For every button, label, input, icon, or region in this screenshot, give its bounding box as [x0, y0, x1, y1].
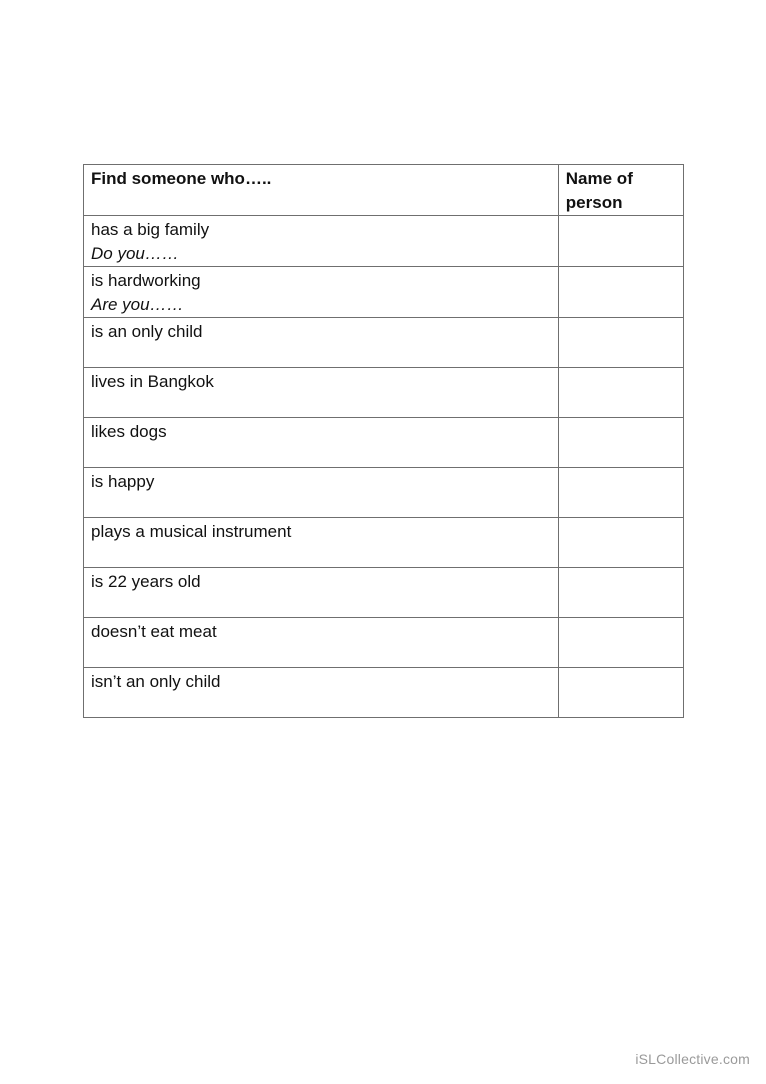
prompt-cell — [84, 668, 559, 718]
prompt-text: has a big family — [91, 220, 210, 239]
name-cell[interactable] — [558, 668, 683, 718]
prompt-text: isn’t an only child — [91, 672, 221, 691]
prompt-text: likes dogs — [91, 422, 167, 441]
name-cell[interactable] — [558, 267, 683, 318]
name-cell[interactable] — [558, 216, 683, 267]
prompt-text: is happy — [91, 472, 155, 491]
hint-text: Are you…… — [91, 295, 184, 314]
name-cell[interactable] — [558, 318, 683, 368]
prompt-cell — [84, 568, 559, 618]
table-row — [84, 668, 684, 718]
hint-text: Do you…… — [91, 244, 179, 263]
table-row — [84, 468, 684, 518]
find-someone-who-table — [83, 164, 684, 718]
table-row — [84, 418, 684, 468]
prompt-cell — [84, 468, 559, 518]
name-cell[interactable] — [558, 618, 683, 668]
prompt-cell — [84, 518, 559, 568]
header-name-of-person: Name of person — [558, 165, 683, 216]
prompt-cell — [84, 216, 559, 267]
prompt-cell — [84, 368, 559, 418]
table-row — [84, 267, 684, 318]
prompt-cell — [84, 267, 559, 318]
prompt-cell — [84, 418, 559, 468]
prompt-text: doesn’t eat meat — [91, 622, 217, 641]
prompt-text: is 22 years old — [91, 572, 201, 591]
table-row — [84, 568, 684, 618]
prompt-cell — [84, 318, 559, 368]
prompt-cell — [84, 618, 559, 668]
table-header-row — [84, 165, 684, 216]
table-row — [84, 318, 684, 368]
prompt-text: is hardworking — [91, 271, 201, 290]
site-watermark: iSLCollective.com — [635, 1051, 750, 1067]
prompt-text: is an only child — [91, 322, 203, 341]
name-cell[interactable] — [558, 418, 683, 468]
table-row — [84, 368, 684, 418]
table-row — [84, 518, 684, 568]
table-row — [84, 618, 684, 668]
prompt-text: plays a musical instrument — [91, 522, 292, 541]
prompt-text: lives in Bangkok — [91, 372, 214, 391]
header-find-someone-who: Find someone who….. — [84, 165, 559, 216]
name-cell[interactable] — [558, 518, 683, 568]
table-row — [84, 216, 684, 267]
name-cell[interactable] — [558, 468, 683, 518]
name-cell[interactable] — [558, 368, 683, 418]
name-cell[interactable] — [558, 568, 683, 618]
